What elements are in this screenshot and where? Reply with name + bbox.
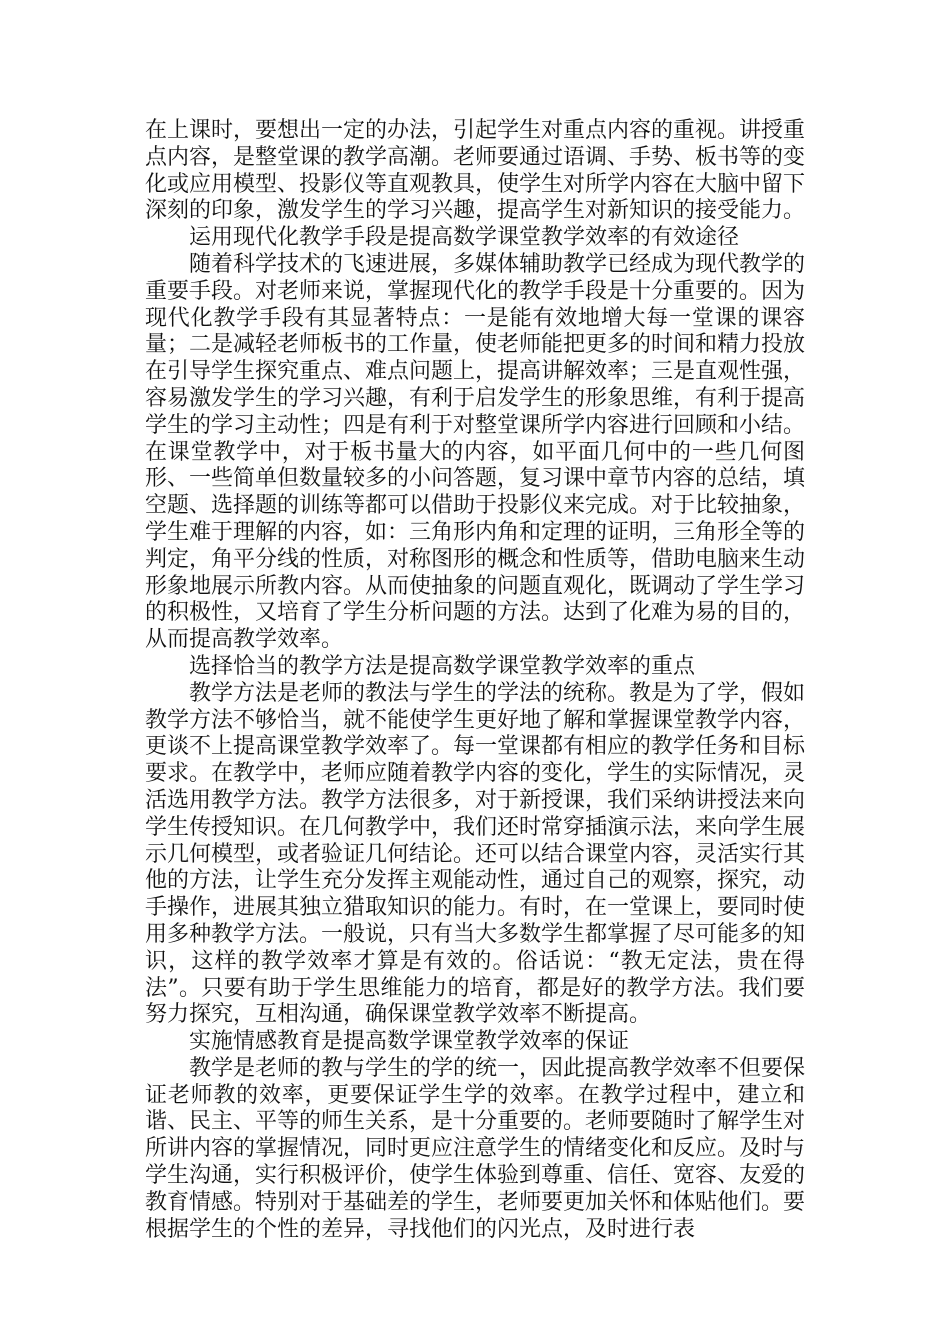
paragraph-teaching-methods: 教学方法是老师的教法与学生的学法的统称。教是为了学，假如教学方法不够恰当，就不能使学生更好地了解和掌握课堂教学内容，更谈不上提高课堂教学效率了。每一堂课都有相应的教学任务和目标要求。在教学中，老师应随着教学内容的变化，学生的实际情况，灵活选用教学方法。教学方法很多，对于新授课，我们采纳讲授法来向学生传授知识。在几何教学中，我们还时常穿插演示法，来向学生展示几何模型，或者验证几何结论。还可以结合课堂内容，灵活实行其他的方法，让学生充分发挥主观能动性，通过自己的观察，探究，动手操作，进展其独立猎取知识的能力。有时，在一堂课上，要同时使用多种教学方法。一般说，只有当大多数学生都掌握了尽可能多的知识，这样的教学效率才算是有效的。俗话说：“教无定法，贵在得法”。只要有助于学生思维能力的培育，都是好的教学方法。我们要努力探究，互相沟通，确保课堂教学效率不断提高。 bbox=[145, 680, 806, 1028]
document-page bbox=[145, 118, 805, 1243]
section-heading-modern-teaching-means: 运用现代化教学手段是提高数学课堂教学效率的有效途径 bbox=[189, 225, 740, 251]
section-heading-emotional-education: 实施情感教育是提高数学课堂教学效率的保证 bbox=[189, 1029, 630, 1055]
paragraph-emotional-education: 教学是老师的教与学生的学的统一，因此提高教学效率不但要保证老师教的效率，更要保证学生学的效率。在教学过程中，建立和谐、民主、平等的师生关系，是十分重要的。老师要随时了解学生对所讲内容的掌握情况，同时更应注意学生的情绪变化和反应。及时与学生沟通，实行积极评价，使学生体验到尊重、信任、宽容、友爱的教育情感。特别对于基础差的学生，老师要更加关怀和体贴他们。要根据学生的个性的差异，寻找他们的闪光点，及时进行表 bbox=[145, 1055, 806, 1242]
section-heading-teaching-methods: 选择恰当的教学方法是提高数学课堂教学效率的重点 bbox=[189, 653, 696, 679]
paragraph-modern-teaching-means: 随着科学技术的飞速进展，多媒体辅助教学已经成为现代教学的重要手段。对老师来说，掌握现代化的教学手段是十分重要的。因为现代化教学手段有其显著特点：一是能有效地增大每一堂课的课容量；二是减轻老师板书的工作量，使老师能把更多的时间和精力投放在引导学生探究重点、难点问题上，提高讲解效率；三是直观性强，容易激发学生的学习兴趣，有利于启发学生的形象思维，有利于提高学生的学习主动性；四是有利于对整堂课所学内容进行回顾和小结。在课堂教学中，对于板书量大的内容，如平面几何中的一些几何图形、一些简单但数量较多的小问答题，复习课中章节内容的总结，填空题、选择题的训练等都可以借助于投影仪来完成。对于比较抽象，学生难于理解的内容，如：三角形内角和定理的证明，三角形全等的判定，角平分线的性质，对称图形的概念和性质等，借助电脑来生动形象地展示所教内容。从而使抽象的问题直观化，既调动了学生学习的积极性，又培育了学生分析问题的方法。达到了化难为易的目的，从而提高教学效率。 bbox=[145, 251, 806, 653]
paragraph-continued: 在上课时，要想出一定的办法，引起学生对重点内容的重视。讲授重点内容，是整堂课的教学高潮。老师要通过语调、手势、板书等的变化或应用模型、投影仪等直观教具，使学生对所学内容在大脑中留下深刻的印象，激发学生的学习兴趣，提高学生对新知识的接受能力。 bbox=[145, 118, 806, 224]
